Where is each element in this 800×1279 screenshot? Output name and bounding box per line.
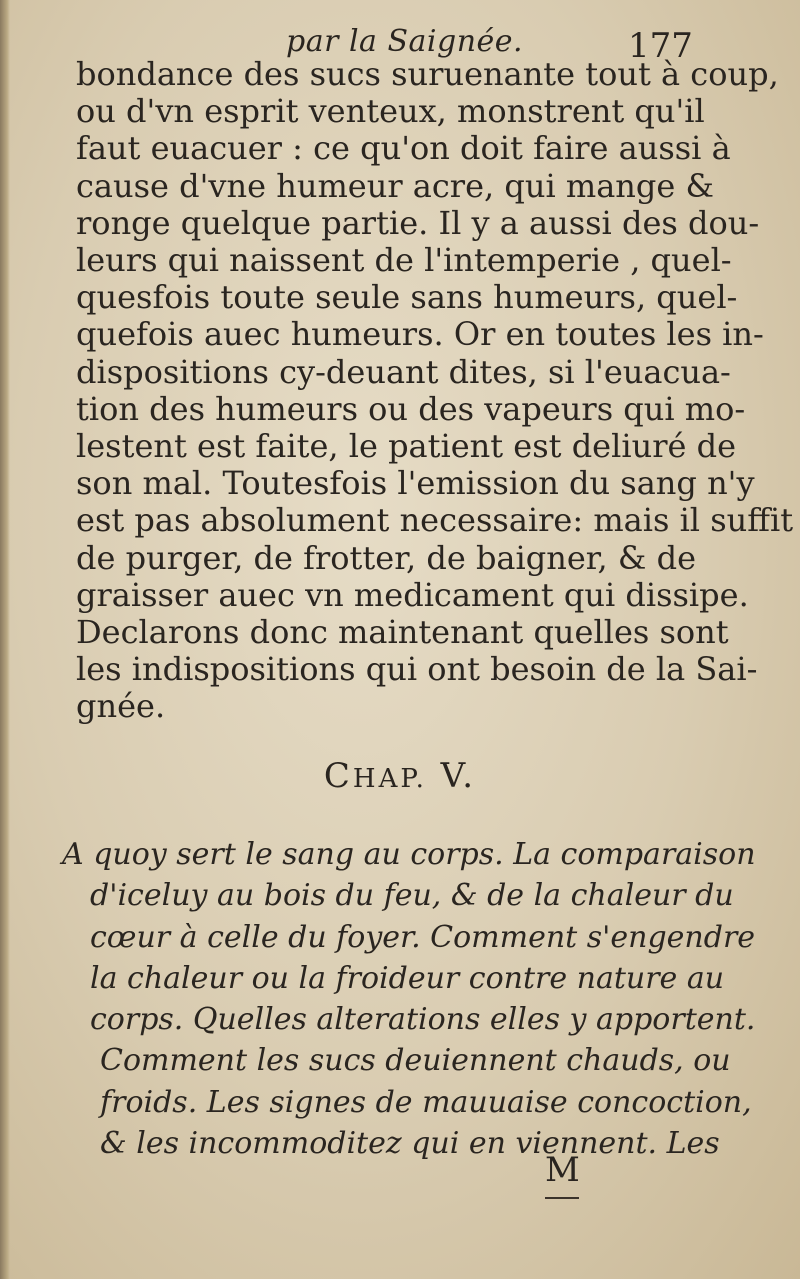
summary-line: d'iceluy au bois du feu, & de la chaleur du [90, 878, 734, 914]
body-line: les indispositions qui ont besoin de la Sai- [76, 650, 758, 689]
chapter-heading [0, 756, 800, 796]
body-line: de purger, de frotter, de baigner, & de [76, 538, 696, 577]
running-title: par la Saignée. [286, 24, 524, 59]
body-line: est pas absolument necessaire: mais il suffit [76, 501, 794, 540]
page-number: 177 [628, 26, 693, 66]
body-line: graisser auec vn medicament qui dissipe. [76, 575, 749, 614]
signature-rule [545, 1197, 579, 1199]
chapter-heading-word: HAP. [352, 764, 427, 794]
body-line: tion des humeurs ou des vapeurs qui mo- [76, 389, 746, 428]
body-line: leurs qui naissent de l'intemperie , quel- [76, 241, 732, 280]
signature-mark: M [545, 1150, 580, 1190]
body-line: ronge quelque partie. Il y a aussi des dou- [76, 203, 760, 242]
summary-line: cœur à celle du foyer. Comment s'engendre [90, 919, 756, 955]
summary-line: la chaleur ou la froideur contre nature au [90, 960, 725, 996]
body-text [76, 55, 794, 726]
body-line: quesfois toute seule sans humeurs, quel- [76, 278, 738, 317]
body-line: bondance des sucs suruenante tout à coup, [76, 55, 779, 93]
chapter-heading-numeral: V. [440, 756, 477, 796]
body-line: Declarons donc maintenant quelles sont [76, 613, 729, 652]
body-line: gnée. [76, 687, 166, 726]
body-line: dispositions cy-deuant dites, si l'euacua- [76, 352, 731, 391]
body-line: son mal. Toutesfois l'emission du sang n'y [76, 464, 755, 503]
page-gutter-edge [0, 0, 10, 1279]
summary-line: A quoy sert le sang au corps. La comparaison [62, 837, 756, 872]
summary-line: corps. Quelles alterations elles y apportent. [90, 1002, 756, 1038]
chapter-heading-initial: C [323, 756, 353, 796]
body-line: ou d'vn esprit venteux, monstrent qu'il [76, 92, 705, 131]
body-line: faut euacuer : ce qu'on doit faire aussi à [76, 129, 731, 168]
summary-line: froids. Les signes de mauuaise concoction, [100, 1084, 752, 1120]
summary-line: Comment les sucs deuiennent chauds, ou [100, 1043, 731, 1079]
body-line: cause d'vne humeur acre, qui mange & [76, 166, 714, 205]
chapter-summary [62, 834, 756, 1164]
summary-line: & les incommoditez qui en viennent. Les [100, 1126, 720, 1162]
body-line: lestent est faite, le patient est deliuré de [76, 427, 737, 466]
body-line: quefois auec humeurs. Or en toutes les in- [76, 315, 764, 354]
